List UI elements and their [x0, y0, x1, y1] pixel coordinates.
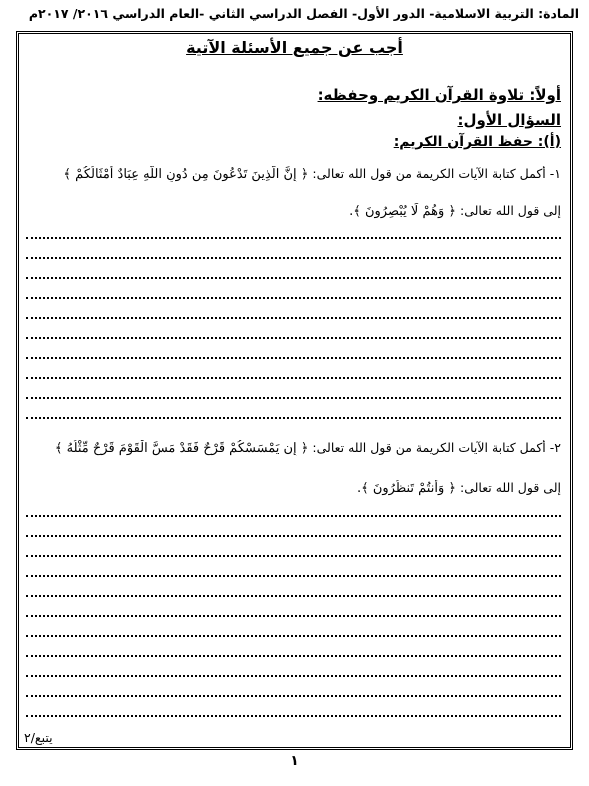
question-1-to-text: إلى قول الله تعالى:	[459, 203, 561, 218]
question-2-instruction: أكمل كتابة الآيات الكريمة من قول الله تعالى:	[312, 440, 546, 455]
answer-line[interactable]	[26, 297, 561, 299]
answer-line[interactable]	[26, 535, 561, 537]
answer-line[interactable]	[26, 417, 561, 419]
answer-line[interactable]	[26, 257, 561, 259]
answer-line[interactable]	[26, 337, 561, 339]
question-2-verse-start: ﴿ إِن يَمْسَسْكُمْ قَرْحٌ فَقَدْ مَسَّ الْقَوْمَ قَرْحٌ مِّثْلُهُ ﴾	[54, 441, 309, 456]
page-number: ١	[290, 753, 299, 769]
question-1-line-2	[26, 203, 561, 219]
question-1-verse-end: ﴿ وَهُمْ لَا يُبْصِرُونَ ﴾.	[349, 204, 456, 219]
answer-line[interactable]	[26, 675, 561, 677]
question-2-line-2	[26, 480, 561, 496]
answer-line[interactable]	[26, 715, 561, 717]
question-2-to-text: إلى قول الله تعالى:	[459, 480, 561, 495]
answer-line[interactable]	[26, 377, 561, 379]
question-2-number: ٢-	[549, 440, 561, 455]
answer-line[interactable]	[26, 397, 561, 399]
answer-line[interactable]	[26, 615, 561, 617]
answer-line[interactable]	[26, 317, 561, 319]
question-1-number: ١-	[549, 166, 561, 181]
question-2-line-1	[26, 440, 561, 456]
question-one-heading: السؤال الأول:	[457, 111, 561, 129]
answer-line[interactable]	[26, 277, 561, 279]
answer-line[interactable]	[26, 695, 561, 697]
question-1-verse-start: ﴿ إِنَّ الَّذِينَ تَدْعُونَ مِن دُونِ اللَّهِ عِبَادٌ أَمْثَالُكُمْ ﴾	[63, 167, 309, 182]
answer-line[interactable]	[26, 595, 561, 597]
answer-line[interactable]	[26, 555, 561, 557]
answer-line[interactable]	[26, 237, 561, 239]
answer-line[interactable]	[26, 515, 561, 517]
question-1-line-1	[26, 166, 561, 182]
question-2-verse-end: ﴿ وَأَنتُمْ تَنظُرُونَ ﴾.	[356, 481, 456, 496]
subsection-a-heading: (أ): حفظ القرآن الكريم:	[393, 134, 561, 150]
answer-line[interactable]	[26, 635, 561, 637]
question-1-instruction: أكمل كتابة الآيات الكريمة من قول الله تعالى:	[312, 166, 546, 181]
answer-line[interactable]	[26, 655, 561, 657]
continued-note: يتبع/٢	[24, 730, 53, 745]
answer-line[interactable]	[26, 575, 561, 577]
answer-line[interactable]	[26, 357, 561, 359]
section-heading-recitation: أولاً: تلاوة القرآن الكريم وحفظه:	[317, 86, 561, 104]
exam-header: المادة: التربية الاسلامية- الدور الأول- الفصل الدراسي الثاني -العام الدراسي ٢٠١٦/ ٢٠١٧م	[28, 6, 579, 21]
page-title: أجب عن جميع الأسئلة الآتية	[186, 38, 403, 57]
